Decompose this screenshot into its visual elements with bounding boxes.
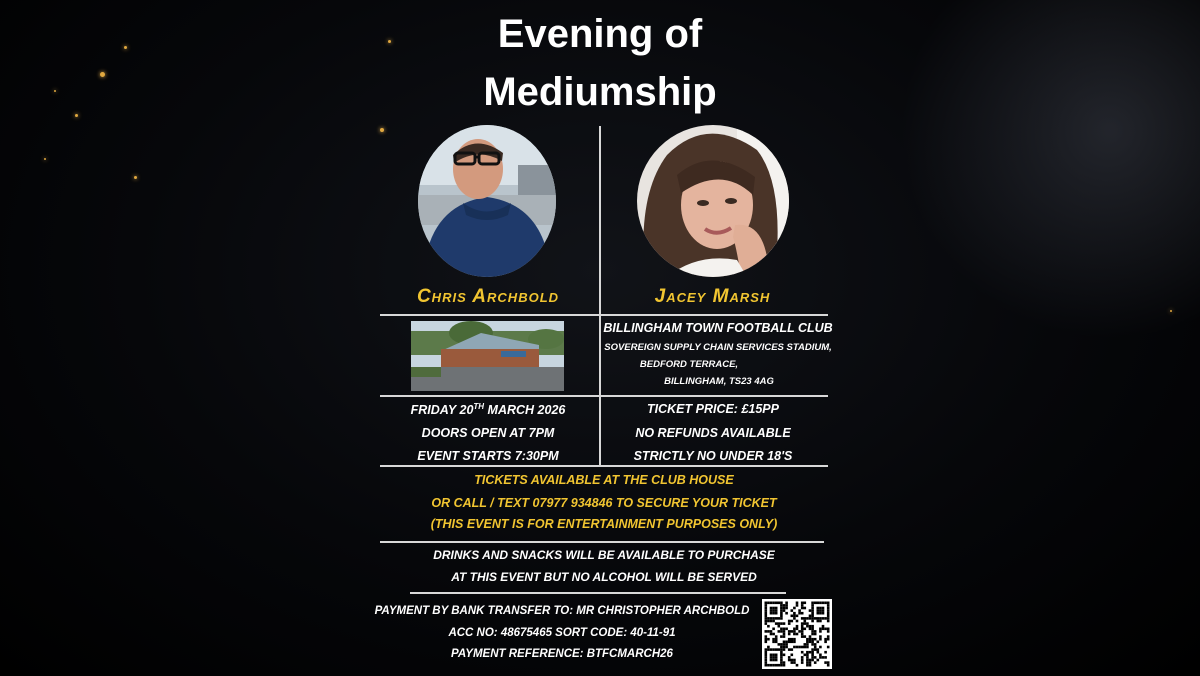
- venue-photo: [411, 321, 564, 391]
- event-title-line1: Evening of: [497, 12, 703, 56]
- divider: [410, 592, 786, 594]
- venue-address-line3: BILLINGHAM, TS23 4AG: [664, 376, 774, 387]
- divider: [380, 465, 828, 467]
- event-date-prefix: FRIDAY 20: [410, 403, 474, 418]
- medium-name-jacey: Jacey Marsh: [654, 286, 771, 307]
- chris-archbold-photo: [418, 125, 556, 277]
- venue-address-line2: BEDFORD TERRACE,: [639, 359, 739, 370]
- jacey-marsh-photo: [637, 125, 789, 277]
- sparkle: [44, 158, 46, 160]
- refund-policy: NO REFUNDS AVAILABLE: [635, 426, 791, 440]
- ticket-price: TICKET PRICE: £15PP: [647, 402, 779, 416]
- qr-code-icon[interactable]: [762, 599, 832, 669]
- payment-line1: PAYMENT BY BANK TRANSFER TO: MR CHRISTOPHER ARCHBOLD: [374, 605, 750, 617]
- divider: [380, 395, 828, 397]
- divider: [380, 541, 824, 543]
- sparkle: [134, 176, 137, 179]
- vertical-divider: [599, 126, 601, 466]
- event-start: EVENT STARTS 7:30PM: [417, 449, 559, 463]
- venue-name: BILLINGHAM TOWN FOOTBALL CLUB: [603, 321, 833, 335]
- refreshments-line1: DRINKS AND SNACKS WILL BE AVAILABLE TO PURCHASE: [433, 548, 775, 562]
- event-date-month: MARCH 2026: [484, 403, 566, 418]
- sparkle: [1170, 310, 1172, 312]
- sparkle: [380, 128, 384, 132]
- divider: [380, 314, 828, 316]
- doors-open: DOORS OPEN AT 7PM: [421, 426, 555, 440]
- availability-line3: (THIS EVENT IS FOR ENTERTAINMENT PURPOSES ONLY): [430, 517, 778, 531]
- sparkle: [75, 114, 78, 117]
- event-title-line2: Mediumship: [483, 70, 717, 114]
- payment-line3: PAYMENT REFERENCE: BTFCMARCH26: [451, 648, 673, 660]
- refreshments-line2: AT THIS EVENT BUT NO ALCOHOL WILL BE SERVED: [451, 570, 757, 584]
- medium-name-chris: Chris Archbold: [416, 286, 560, 307]
- age-restriction: STRICTLY NO UNDER 18'S: [633, 449, 793, 463]
- venue-address-line1: SOVEREIGN SUPPLY CHAIN SERVICES STADIUM,: [604, 342, 832, 353]
- availability-line2: OR CALL / TEXT 07977 934846 TO SECURE YOUR TICKET: [431, 496, 777, 510]
- payment-line2: ACC NO: 48675465 SORT CODE: 40-11-91: [448, 627, 676, 639]
- event-date: [382, 402, 594, 417]
- event-date-suffix-ordinal: TH: [473, 402, 485, 411]
- availability-line1: TICKETS AVAILABLE AT THE CLUB HOUSE: [474, 473, 734, 487]
